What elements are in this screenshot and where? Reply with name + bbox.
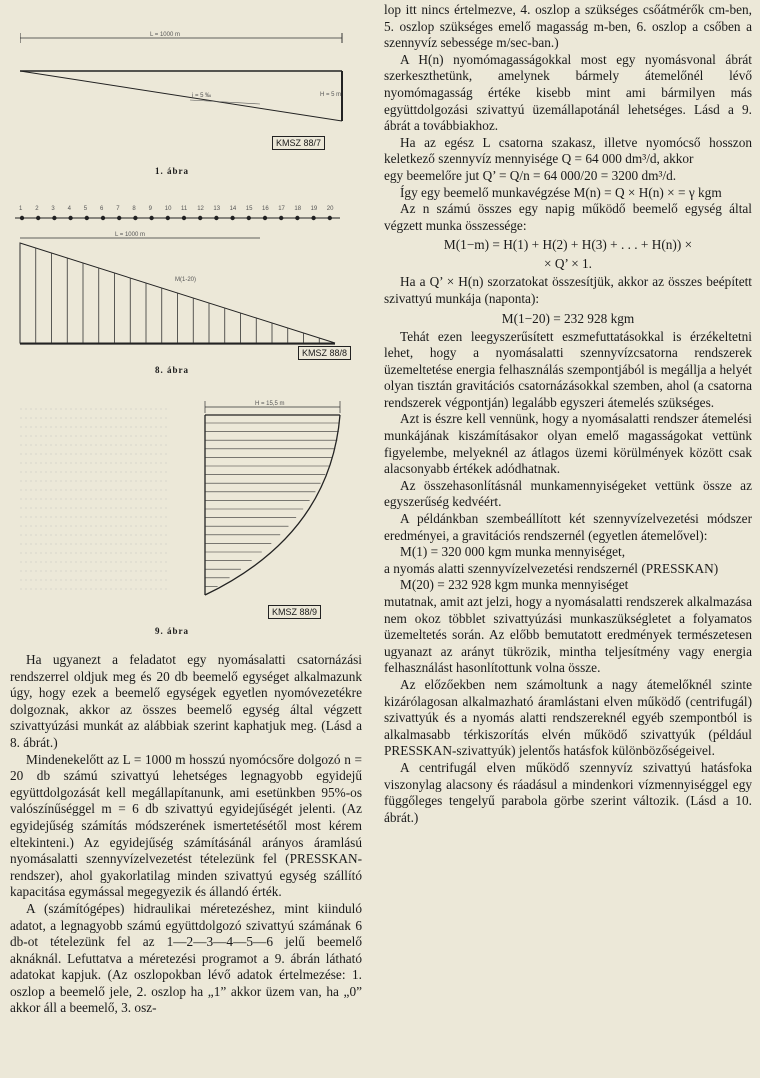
fig8-length-label: L = 1000 m — [115, 232, 145, 238]
pump-number: 16 — [262, 206, 269, 212]
paragraph: Ha ugyanezt a feladatot egy nyomásalatti csatornázási rendszerrel oldjuk meg és 20 db beemelő egységet alkalmazunk úgy, hogy ezek a beemelő egységek egyetlen nyomóvezetékre dolgoznak, akkor az összes beemelő egység által végzett szivattyúzási munkát az alábbiak szerint kaphatjuk meg. (Lásd a 8. ábrát.) — [10, 652, 362, 750]
pump-marker — [133, 216, 137, 220]
pump-marker — [20, 216, 24, 220]
fig8-caption: 8. ábra — [155, 365, 189, 375]
pump-marker — [68, 216, 72, 220]
paragraph: egy beemelőre jut Q’ = Q/n = 64 000/20 = 3200 dm³/d. — [384, 167, 677, 183]
pump-number: 10 — [164, 206, 172, 212]
pump-marker — [198, 216, 202, 220]
paragraph: Ha az egész L csatorna szakasz, illetve nyomócső hosszon keletkező szennyvíz mennyisége Q = 64 000 dm³/d, akkor — [384, 134, 752, 167]
pump-marker — [85, 216, 89, 220]
right-column — [384, 2, 752, 826]
pump-number: 19 — [310, 206, 318, 212]
paragraph: a nyomás alatti szennyvízelvezetési rendszernél (PRESSKAN) — [384, 560, 719, 576]
paragraph: lop itt nincs értelmezve, 4. oszlop a szükséges csőátmérők cm-ben, 5. oszlop szükséges emelő magasság m-ben, 6. oszlop a csőben a szennyvíz sebessége m/sec-ban.) — [384, 2, 752, 51]
pump-number: 15 — [245, 206, 253, 212]
equation-sum-cont: × Q’ × 1. — [544, 256, 592, 272]
pump-marker — [295, 216, 299, 220]
pump-marker — [36, 216, 40, 220]
fig7-badge: KMSZ 88/7 — [272, 136, 325, 150]
pump-marker — [101, 216, 105, 220]
fig7-length-label: L = 1000 m — [150, 32, 180, 38]
fig9-caption: 9. ábra — [155, 626, 189, 636]
figure-8-diagram — [10, 188, 370, 358]
equation-sum: M(1−m) = H(1) + H(2) + H(3) + . . . + H(n)) × — [443, 237, 693, 253]
pump-number: 3 — [51, 206, 55, 212]
pump-number: 1 — [19, 206, 23, 212]
paragraph: Az előzőekben nem számoltunk a nagy átemelőknél szinte kizárólagosan alkalmazható áramlástani elven működő (centrifugál) szivattyúk és a nyomás alatti rendszereknél egyéb szempontból is alkalmasabb térkiszorítás elvén működő szivattyúk (például PRESSKAN-szivattyúk) jelentős hatásfok különbözőségeivel. — [384, 676, 752, 759]
paragraph: Tehát ezen leegyszerűsített eszmefuttatásokkal is érzékeltetni lehet, hogy a nyomásalatti szennyvízcsatorna rendszerek üzemeltetése energia felhasználás szempontjából is megállja a helyét olyan tisztán gravitációs csatornázásokkal szemben, ahol (a csatorna rendszerek végpontján) legalább egyszeri átemelés szükséges. — [384, 328, 752, 410]
pump-marker — [263, 216, 267, 220]
pump-marker — [149, 216, 153, 220]
pump-number: 6 — [100, 206, 104, 212]
paragraph: Az n számú összes egy napig működő beemelő egység által végzett munka összessége: — [384, 201, 752, 233]
pump-number: 9 — [148, 206, 152, 212]
pump-number: 12 — [197, 206, 204, 212]
fig7-height-label: H = 5 m — [320, 92, 342, 98]
pump-number: 14 — [229, 206, 237, 212]
pump-number: 20 — [326, 206, 334, 212]
pump-marker — [117, 216, 121, 220]
pump-number: 11 — [181, 206, 188, 212]
pump-number: 17 — [278, 206, 285, 212]
pump-number: 4 — [67, 206, 71, 212]
fig9-badge: KMSZ 88/9 — [268, 605, 321, 619]
paragraph: mutatnak, amit azt jelzi, hogy a nyomásalatti rendszerek alkalmazása nem okoz többlet szivattyúzási munkaszükségletet a folyamatos üzemeltetés során. Az előbb bemutatott eredmények természetesen ugyanazt az arányt tükrözik, mintha teljesítmény vagy energia felhasználást hasonlítottunk volna össze. — [384, 594, 752, 676]
pump-marker — [214, 216, 218, 220]
paragraph: A H(n) nyomómagasságokkal most egy nyomásvonal ábrát szerkeszthetünk, amelynek bármely átemelőnél lévő nyomómagasság értéke kisebb mint ami bármilyen más együttdolgozási szivattyú üzemállapotánál lehetséges. Lásd a 9. ábrát a továbbiakhoz. — [384, 51, 752, 134]
pump-number: 2 — [35, 206, 39, 212]
figure-9-diagram — [20, 395, 360, 605]
paragraph: A (számítógépes) hidraulikai méretezéshez, mint kiinduló adatot, a legnagyobb számú együttdolgozó szivattyú számának 6 db-ot tételezünk fel az 1—2—3—4—5—6 jelű beemelő aknáknál. Lefuttatva a méretezési programot a 9. ábrán látható adatokat kapjuk. (Az oszlopokban lévő adatok értelmezése: 1. oszlop a beemelő jele, 2. oszlop ha „1” akkor üzem van, ha „0” akkor áll a beemelő, 3. osz- — [10, 900, 362, 1016]
fig8-work-label: M(1-20) — [175, 277, 197, 283]
pump-marker — [279, 216, 283, 220]
fig7-caption: 1. ábra — [155, 166, 189, 176]
paragraph: A centrifugál elven működő szennyvíz szivattyú hatásfoka viszonylag alacsony és ráadásul a mindenkori vízmennyiséggel egy függőleges tengelyű parabola görbe szerint változik. (Lásd a 10. ábrát.) — [384, 759, 752, 825]
pump-marker — [52, 216, 56, 220]
paragraph: Az összehasonlításnál munkamennyiségeket vettünk össze az egyszerűség kedvéért. — [384, 477, 752, 510]
pump-marker — [182, 216, 186, 220]
equation-gravity: M(1) = 320 000 kgm munka mennyiséget, — [400, 544, 626, 560]
pump-number: 8 — [132, 206, 136, 212]
paragraph: Így egy beemelő munkavégzése M(n) = Q × H(n) × = γ kgm — [400, 184, 722, 200]
pump-marker — [166, 216, 170, 220]
equation-total: M(1−20) = 232 928 kgm — [501, 310, 635, 326]
left-text-block — [10, 652, 362, 1017]
paragraph: A példánkban szembeállított két szennyvízelvezetési módszer eredményei, a gravitációs rendszernél (egyetlen átemelővel): — [384, 511, 752, 543]
pump-number: 7 — [116, 206, 120, 212]
fig8-badge: KMSZ 88/8 — [298, 346, 351, 360]
fig9-height-label: H = 15,5 m — [255, 401, 285, 407]
pump-marker — [247, 216, 251, 220]
pump-number: 18 — [294, 206, 302, 212]
pump-marker — [311, 216, 315, 220]
paragraph: Azt is észre kell vennünk, hogy a nyomásalatti rendszer átemelési munkájának kiszámításakor olyan emelő magasságokat vettünk figyelembe, melyeknél az átlagos üzemi körülmények között csak alacsonyabb értékek adódhatnak. — [384, 411, 752, 477]
pump-marker — [328, 216, 332, 220]
paragraph: Ha a Q’ × H(n) szorzatokat összesítjük, akkor az összes beépített szivattyú munkája (naponta): — [384, 274, 752, 306]
fig7-slope-label: i = 5 ‰ — [192, 93, 212, 99]
pump-marker — [230, 216, 234, 220]
pump-number: 13 — [213, 206, 221, 212]
pump-number: 5 — [83, 206, 88, 212]
paragraph: Mindenekelőtt az L = 1000 m hosszú nyomócsőre dolgozó n = 20 db számú szivattyú lehetséges legnagyobb egyidejű együttdolgozását kell megállapítanunk, ami esetünkben 95%-os valószínűséggel m = 6 db szivattyú egyidejűségét jelenti. (Az egyidejűség számítás módszerének ismertetésétől most kérem eltekinteni.) Az egyidejűség számításánál arányos áramlású nyomásalatti szennyvízelvezetést tételezünk fel (PRESSKAN-rendszer), ahol gyakorlatilag minden szivattyú egység szállító kapacitása egymással megegyezik és állandó érték. — [10, 751, 362, 900]
equation-presskan: M(20) = 232 928 kgm munka mennyiséget — [400, 577, 629, 593]
